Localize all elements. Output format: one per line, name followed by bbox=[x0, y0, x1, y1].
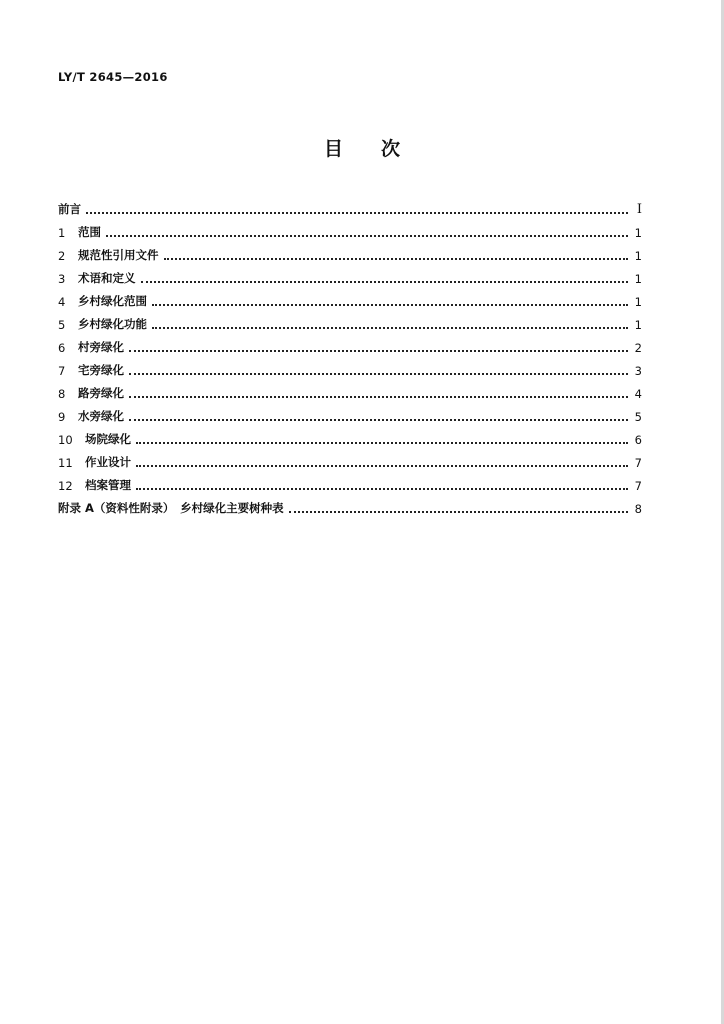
toc-page-number: 5 bbox=[634, 410, 642, 424]
toc-leader-dots bbox=[129, 373, 628, 375]
toc-leader-dots bbox=[152, 327, 628, 329]
toc-label: 村旁绿化 bbox=[78, 340, 124, 354]
toc-entry-10[interactable] bbox=[58, 424, 642, 447]
toc-page-number: 1 bbox=[634, 318, 642, 332]
toc-label: 规范性引用文件 bbox=[78, 248, 159, 262]
toc-page-number: 3 bbox=[634, 364, 642, 378]
toc-page-number: 4 bbox=[634, 387, 642, 401]
toc-entry-7[interactable] bbox=[58, 355, 642, 378]
toc-label: 乡村绿化范围 bbox=[78, 294, 147, 308]
toc-page-number: 6 bbox=[634, 433, 642, 447]
toc-number: 10 bbox=[58, 433, 73, 447]
toc-label: 作业设计 bbox=[85, 455, 131, 469]
toc-label: 场院绿化 bbox=[85, 432, 131, 446]
toc-leader-dots bbox=[129, 396, 628, 398]
toc-number: 2 bbox=[58, 249, 66, 263]
toc-number: 6 bbox=[58, 341, 66, 355]
toc-entry-1[interactable] bbox=[58, 217, 642, 240]
document-code: LY/T 2645—2016 bbox=[58, 70, 168, 84]
toc-number: 5 bbox=[58, 318, 66, 332]
toc-leader-dots bbox=[141, 281, 629, 283]
toc-leader-dots bbox=[106, 235, 628, 237]
toc-label: 范围 bbox=[78, 225, 101, 239]
toc-leader-dots bbox=[129, 350, 628, 352]
page-title bbox=[0, 134, 724, 161]
toc-page-number: 1 bbox=[634, 295, 642, 309]
title-char-2: 次 bbox=[381, 138, 401, 160]
toc-label: 附录 A（资料性附录） 乡村绿化主要树种表 bbox=[58, 501, 284, 515]
toc-leader-dots bbox=[136, 442, 628, 444]
toc-leader-dots bbox=[129, 419, 628, 421]
toc-entry-5[interactable] bbox=[58, 309, 642, 332]
toc-leader-dots bbox=[86, 212, 628, 214]
toc-page-number: 1 bbox=[634, 249, 642, 263]
toc-number: 9 bbox=[58, 410, 66, 424]
toc-label: 宅旁绿化 bbox=[78, 363, 124, 377]
toc-entry-9[interactable] bbox=[58, 401, 642, 424]
toc-entry-foreword[interactable] bbox=[58, 194, 642, 217]
toc-number: 8 bbox=[58, 387, 66, 401]
toc-label: 前言 bbox=[58, 202, 81, 216]
toc-page-number: 7 bbox=[634, 479, 642, 493]
toc-page-number: 1 bbox=[634, 226, 642, 240]
toc-entry-appendix-a[interactable] bbox=[58, 493, 642, 516]
toc-number: 7 bbox=[58, 364, 66, 378]
toc-entry-6[interactable] bbox=[58, 332, 642, 355]
toc-entry-11[interactable] bbox=[58, 447, 642, 470]
title-char-1: 目 bbox=[323, 138, 343, 160]
toc-leader-dots bbox=[164, 258, 629, 260]
toc-entry-3[interactable] bbox=[58, 263, 642, 286]
toc-number: 4 bbox=[58, 295, 66, 309]
toc-page-number: 8 bbox=[634, 502, 642, 516]
toc-leader-dots bbox=[152, 304, 628, 306]
toc-page-number: 1 bbox=[634, 272, 642, 286]
toc-entry-12[interactable] bbox=[58, 470, 642, 493]
toc-entry-2[interactable] bbox=[58, 240, 642, 263]
toc-label: 路旁绿化 bbox=[78, 386, 124, 400]
toc-leader-dots bbox=[289, 511, 628, 513]
toc-page-number: 7 bbox=[634, 456, 642, 470]
toc-number: 11 bbox=[58, 456, 73, 470]
toc-label: 术语和定义 bbox=[78, 271, 136, 285]
toc-label: 乡村绿化功能 bbox=[78, 317, 147, 331]
toc-entry-4[interactable] bbox=[58, 286, 642, 309]
toc-label: 档案管理 bbox=[85, 478, 131, 492]
toc-number: 3 bbox=[58, 272, 66, 286]
toc-page-number: 2 bbox=[634, 341, 642, 355]
toc-number: 1 bbox=[58, 226, 66, 240]
toc-leader-dots bbox=[136, 488, 628, 490]
toc-page-number: Ⅰ bbox=[636, 202, 642, 217]
toc-entry-8[interactable] bbox=[58, 378, 642, 401]
toc-label: 水旁绿化 bbox=[78, 409, 124, 423]
toc-leader-dots bbox=[136, 465, 628, 467]
toc-number: 12 bbox=[58, 479, 73, 493]
table-of-contents bbox=[58, 194, 642, 516]
